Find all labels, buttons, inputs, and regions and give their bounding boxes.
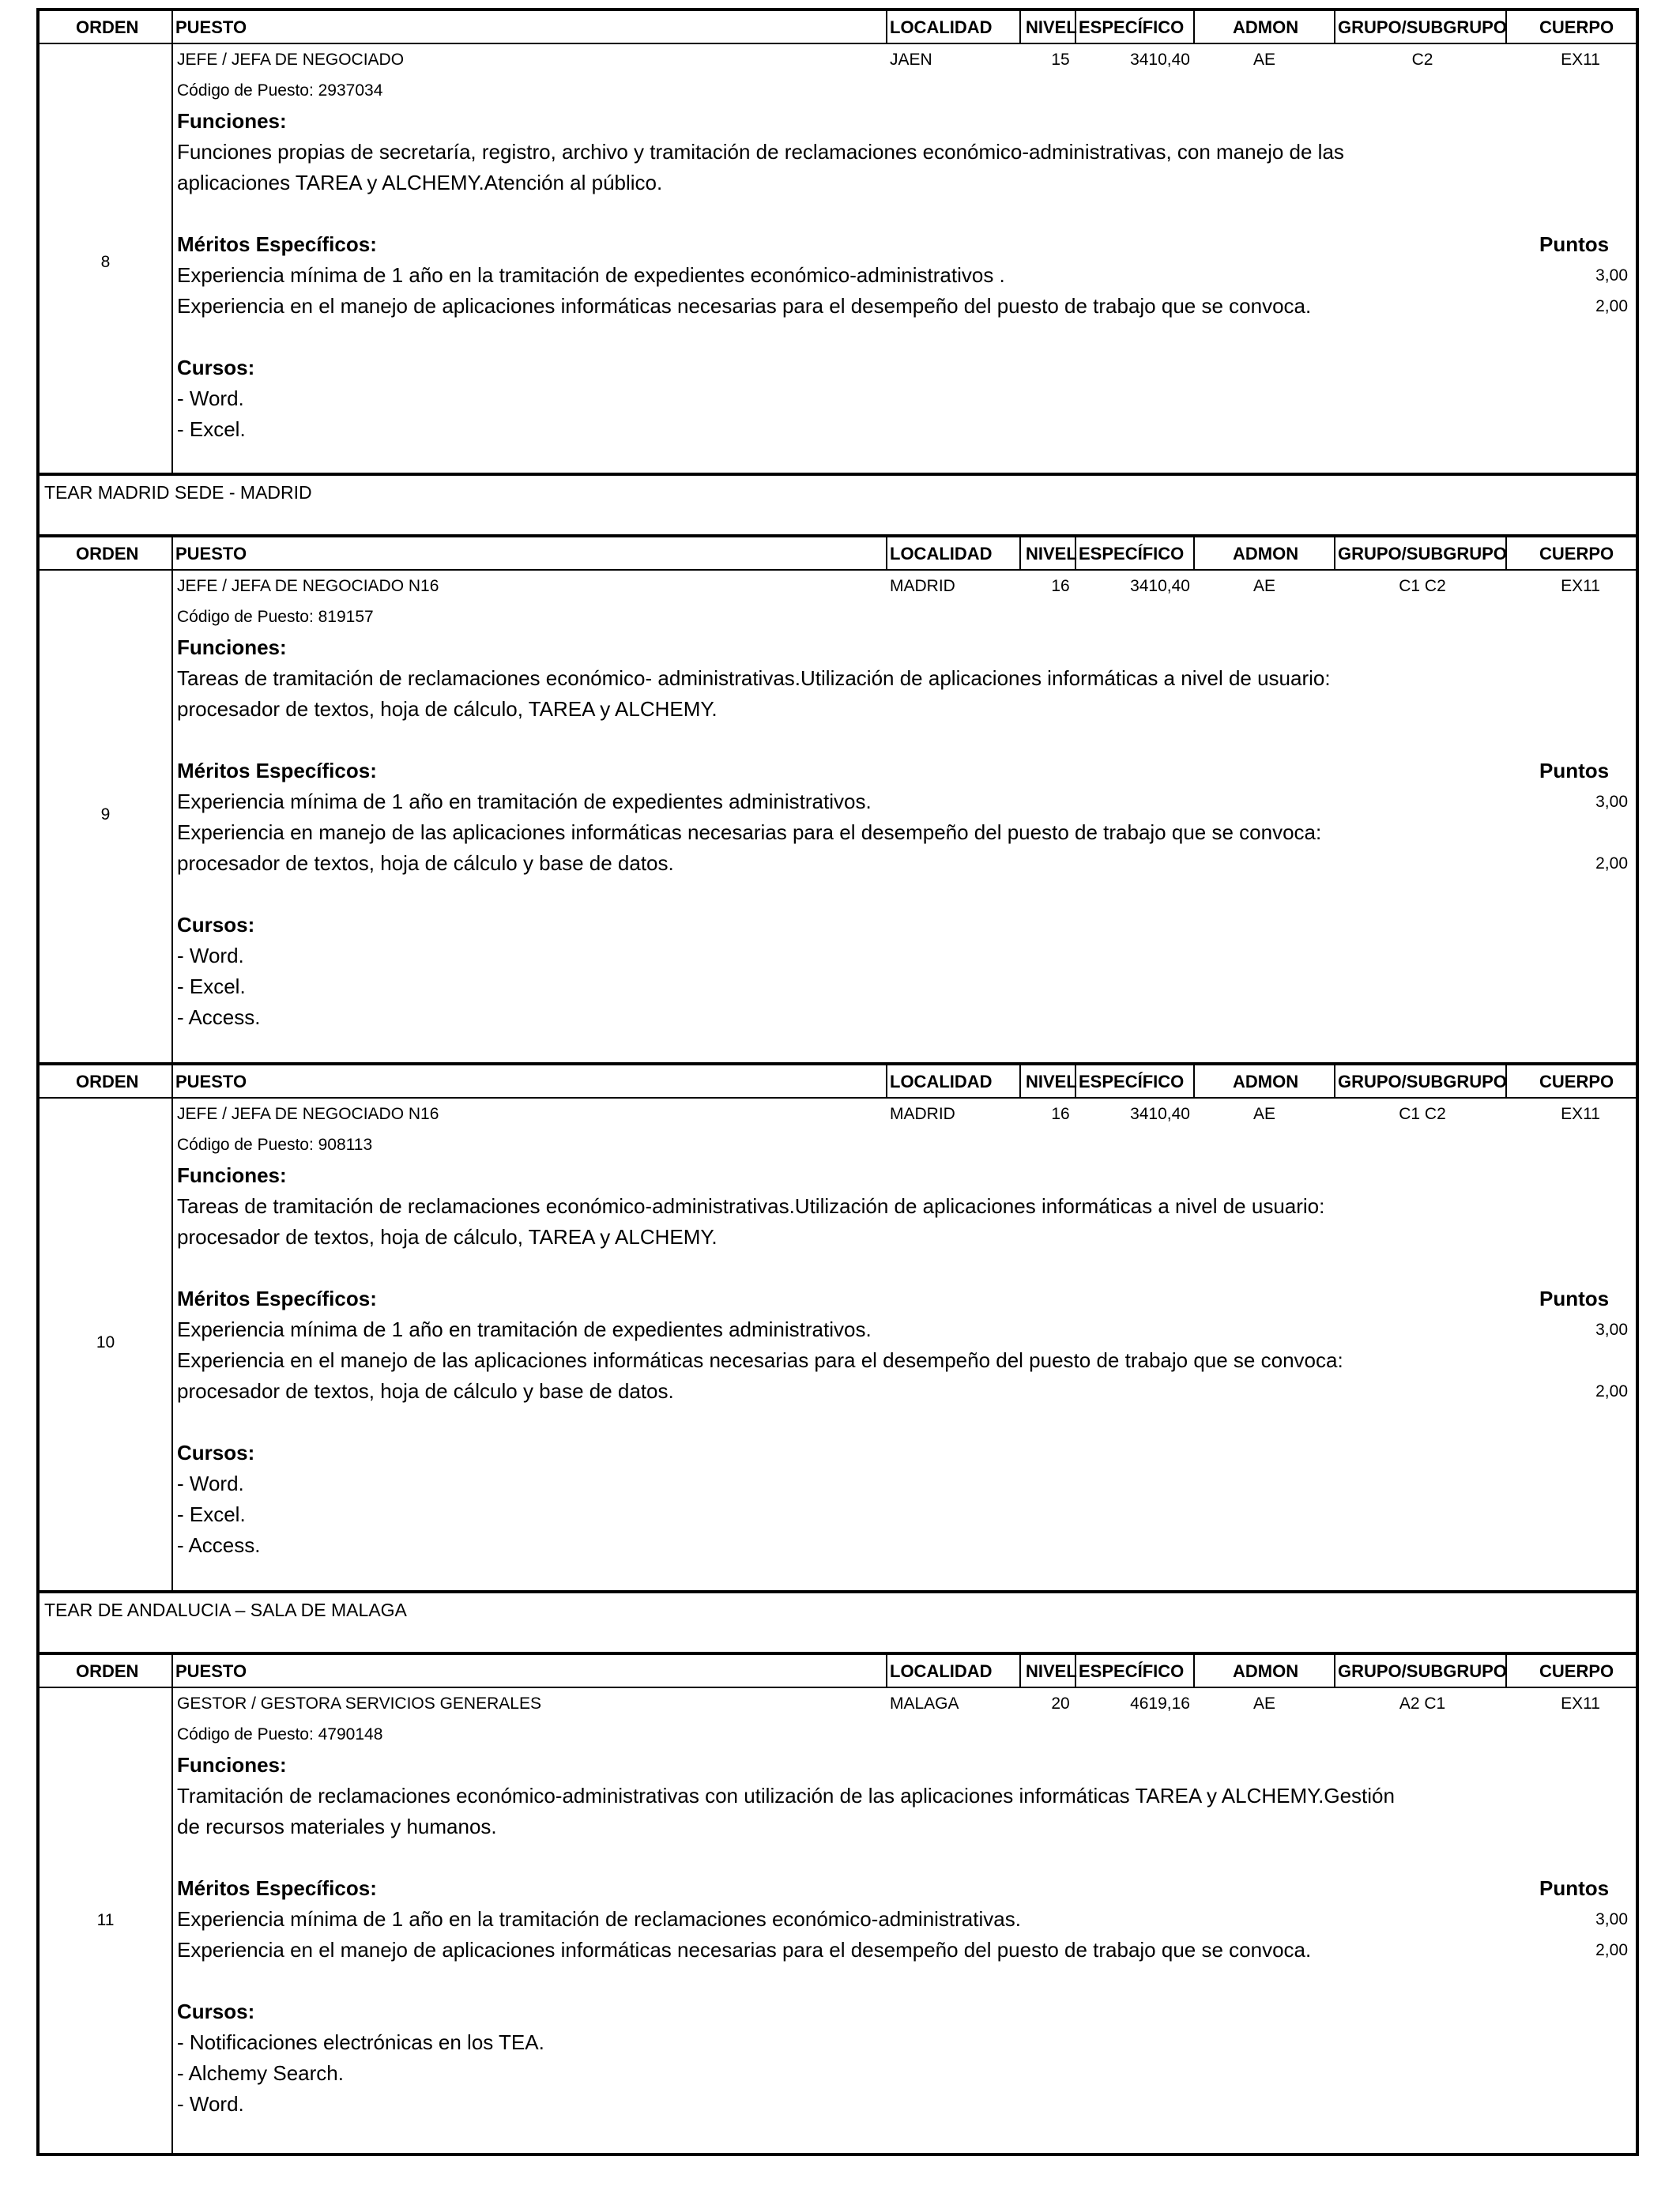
funciones-label: Funciones: [177, 1163, 287, 1187]
header-cuerpo: CUERPO [1539, 17, 1614, 37]
header-nivel: NIVEL [1026, 1661, 1077, 1681]
admon-value: AE [1252, 1105, 1275, 1123]
header-puesto: PUESTO [175, 17, 247, 37]
funciones-line: Tareas de tramitación de reclamaciones económico-administrativas.Utilización de aplicaciones informáticas a nivel de usuario: [177, 1194, 1325, 1218]
header-grupo: GRUPO/SUBGRUPO [1338, 1661, 1507, 1681]
header-localidad: LOCALIDAD [890, 1072, 993, 1091]
section-title-madrid: TEAR MADRID SEDE - MADRID [36, 473, 1639, 536]
header-admon: ADMON [1233, 17, 1299, 37]
codigo-puesto: Código de Puesto: 2937034 [177, 81, 383, 100]
funciones-line: procesador de textos, hoja de cálculo, TAREA y ALCHEMY. [177, 1225, 718, 1249]
entry-table-9 [36, 534, 1639, 1064]
merito-text: Experiencia mínima de 1 año en tramitación de expedientes administrativos. [177, 790, 872, 813]
curso-item: - Access. [177, 1533, 261, 1557]
entry-table-8 [36, 8, 1639, 473]
section-title-malaga: TEAR DE ANDALUCIA – SALA DE MALAGA [36, 1590, 1639, 1653]
curso-item: - Excel. [177, 417, 246, 441]
funciones-label: Funciones: [177, 109, 287, 133]
curso-item: - Word. [177, 1472, 244, 1495]
localidad-value: MALAGA [890, 1695, 959, 1713]
grupo-value: A2 C1 [1399, 1695, 1446, 1713]
orden-number: 8 [100, 253, 111, 271]
nivel-value: 20 [1051, 1695, 1070, 1713]
funciones-line: aplicaciones TAREA y ALCHEMY.Atención al público. [177, 171, 663, 194]
header-cuerpo: CUERPO [1539, 544, 1614, 564]
merito-text: Experiencia en el manejo de las aplicaciones informáticas necesarias para el desempeño del puesto de trabajo que se convoca: [177, 1348, 1343, 1372]
header-localidad: LOCALIDAD [890, 544, 993, 564]
cuerpo-value: EX11 [1561, 577, 1600, 595]
especifico-value: 3410,40 [1130, 1105, 1190, 1123]
curso-item: - Word. [177, 944, 244, 967]
codigo-puesto: Código de Puesto: 4790148 [177, 1725, 383, 1744]
header-puesto: PUESTO [175, 1072, 247, 1091]
header-especifico: ESPECÍFICO [1079, 544, 1185, 564]
meritos-label: Méritos Específicos: [177, 1876, 377, 1900]
header-nivel: NIVEL [1026, 1072, 1077, 1091]
curso-item: - Alchemy Search. [177, 2061, 344, 2085]
header-orden: ORDEN [76, 1072, 139, 1091]
header-localidad: LOCALIDAD [890, 1661, 993, 1681]
merito-puntos: 2,00 [1595, 1382, 1628, 1400]
grupo-value: C2 [1411, 51, 1433, 69]
merito-text: Experiencia mínima de 1 año en la tramitación de reclamaciones económico-administrativas. [177, 1907, 1021, 1931]
header-especifico: ESPECÍFICO [1079, 17, 1185, 37]
merito-puntos: 2,00 [1595, 1941, 1628, 1959]
puntos-label: Puntos [1539, 1287, 1610, 1310]
header-puesto: PUESTO [175, 544, 247, 564]
merito-puntos: 3,00 [1595, 1321, 1628, 1339]
cuerpo-value: EX11 [1561, 51, 1600, 69]
merito-text: Experiencia mínima de 1 año en tramitación de expedientes administrativos. [177, 1318, 872, 1341]
merito-puntos: 2,00 [1595, 297, 1628, 315]
header-row [40, 537, 1636, 571]
meritos-label: Méritos Específicos: [177, 1287, 377, 1310]
merito-puntos: 3,00 [1595, 1910, 1628, 1928]
cursos-label: Cursos: [177, 2000, 255, 2023]
orden-number: 9 [100, 805, 111, 824]
funciones-line: procesador de textos, hoja de cálculo, TAREA y ALCHEMY. [177, 697, 718, 721]
funciones-line: Tareas de tramitación de reclamaciones económico- administrativas.Utilización de aplicaciones informáticas a nivel de usuario: [177, 666, 1331, 690]
header-row [40, 1065, 1636, 1099]
header-orden: ORDEN [76, 544, 139, 564]
admon-value: AE [1252, 51, 1275, 69]
puesto-name: JEFE / JEFA DE NEGOCIADO N16 [177, 577, 439, 595]
funciones-label: Funciones: [177, 1753, 287, 1777]
merito-text-cont: procesador de textos, hoja de cálculo y base de datos. [177, 851, 674, 875]
header-nivel: NIVEL [1026, 544, 1077, 564]
funciones-line: Tramitación de reclamaciones económico-administrativas con utilización de las aplicaciones informáticas TAREA y ALCHEMY.Gestión [177, 1784, 1395, 1808]
cursos-label: Cursos: [177, 913, 255, 937]
merito-puntos: 2,00 [1595, 854, 1628, 873]
header-cuerpo: CUERPO [1539, 1661, 1614, 1681]
puntos-label: Puntos [1539, 1876, 1610, 1900]
header-nivel: NIVEL [1026, 17, 1077, 37]
header-grupo: GRUPO/SUBGRUPO [1338, 1072, 1507, 1091]
merito-text: Experiencia en manejo de las aplicaciones informáticas necesarias para el desempeño del puesto de trabajo que se convoca: [177, 820, 1322, 844]
header-localidad: LOCALIDAD [890, 17, 993, 37]
meritos-label: Méritos Específicos: [177, 759, 377, 782]
especifico-value: 3410,40 [1130, 577, 1190, 595]
header-especifico: ESPECÍFICO [1079, 1661, 1185, 1681]
header-orden: ORDEN [76, 1661, 139, 1681]
header-admon: ADMON [1233, 1072, 1299, 1091]
grupo-value: C1 C2 [1399, 1105, 1446, 1123]
curso-item: - Excel. [177, 974, 246, 998]
nivel-value: 15 [1051, 51, 1070, 69]
nivel-value: 16 [1051, 1105, 1070, 1123]
puesto-name: JEFE / JEFA DE NEGOCIADO N16 [177, 1105, 439, 1123]
codigo-puesto: Código de Puesto: 819157 [177, 608, 374, 626]
meritos-label: Méritos Específicos: [177, 232, 377, 256]
header-cuerpo: CUERPO [1539, 1072, 1614, 1091]
header-row [40, 1655, 1636, 1688]
localidad-value: JAEN [890, 51, 932, 69]
funciones-line: de recursos materiales y humanos. [177, 1815, 497, 1838]
merito-text: Experiencia mínima de 1 año en la tramitación de expedientes económico-administrativos . [177, 263, 1005, 287]
localidad-value: MADRID [890, 1105, 955, 1123]
codigo-puesto: Código de Puesto: 908113 [177, 1136, 373, 1154]
header-orden: ORDEN [76, 17, 139, 37]
cuerpo-value: EX11 [1561, 1105, 1600, 1123]
orden-number: 11 [96, 1911, 115, 1929]
especifico-value: 3410,40 [1130, 51, 1190, 69]
orden-number: 10 [96, 1333, 115, 1351]
cuerpo-value: EX11 [1561, 1695, 1600, 1713]
cursos-label: Cursos: [177, 1441, 255, 1465]
funciones-label: Funciones: [177, 635, 287, 659]
grupo-value: C1 C2 [1399, 577, 1446, 595]
localidad-value: MADRID [890, 577, 955, 595]
curso-item: - Word. [177, 2092, 244, 2116]
puesto-name: GESTOR / GESTORA SERVICIOS GENERALES [177, 1695, 541, 1713]
merito-puntos: 3,00 [1595, 793, 1628, 811]
header-admon: ADMON [1233, 544, 1299, 564]
merito-puntos: 3,00 [1595, 266, 1628, 285]
curso-item: - Word. [177, 386, 244, 410]
header-grupo: GRUPO/SUBGRUPO [1338, 17, 1507, 37]
especifico-value: 4619,16 [1130, 1695, 1190, 1713]
cursos-label: Cursos: [177, 356, 255, 379]
header-admon: ADMON [1233, 1661, 1299, 1681]
curso-item: - Notificaciones electrónicas en los TEA. [177, 2030, 544, 2054]
curso-item: - Excel. [177, 1502, 246, 1526]
puntos-label: Puntos [1539, 759, 1610, 782]
merito-text-cont: procesador de textos, hoja de cálculo y base de datos. [177, 1379, 674, 1403]
puesto-name: JEFE / JEFA DE NEGOCIADO [177, 51, 405, 69]
admon-value: AE [1252, 577, 1275, 595]
merito-text: Experiencia en el manejo de aplicaciones informáticas necesarias para el desempeño del puesto de trabajo que se convoca. [177, 1938, 1312, 1962]
nivel-value: 16 [1051, 577, 1070, 595]
entry-table-10 [36, 1062, 1639, 1592]
header-especifico: ESPECÍFICO [1079, 1072, 1185, 1091]
header-row [40, 11, 1636, 44]
admon-value: AE [1252, 1695, 1275, 1713]
funciones-line: Funciones propias de secretaría, registro, archivo y tramitación de reclamaciones económico-administrativas, con manejo de las [177, 140, 1344, 164]
puntos-label: Puntos [1539, 232, 1610, 256]
curso-item: - Access. [177, 1005, 261, 1029]
entry-table-11 [36, 1652, 1639, 2156]
header-puesto: PUESTO [175, 1661, 247, 1681]
merito-text: Experiencia en el manejo de aplicaciones informáticas necesarias para el desempeño del puesto de trabajo que se convoca. [177, 294, 1312, 318]
header-grupo: GRUPO/SUBGRUPO [1338, 544, 1507, 564]
